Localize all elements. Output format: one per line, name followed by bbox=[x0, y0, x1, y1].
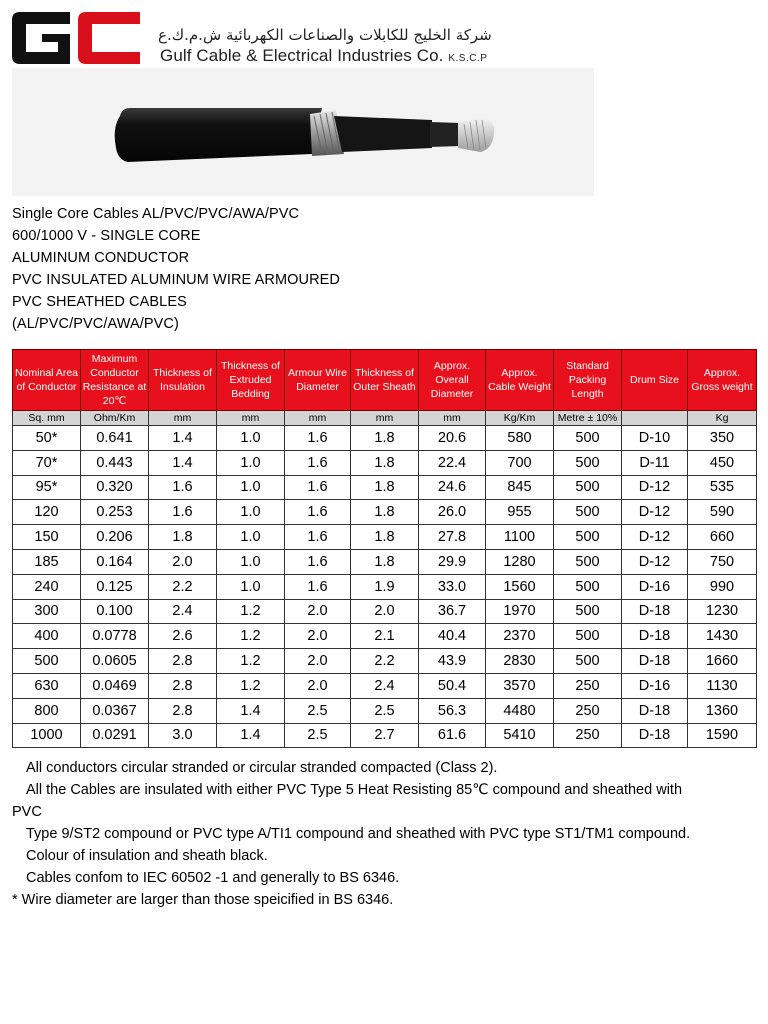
table-cell: 1.4 bbox=[149, 450, 217, 475]
logo-c-letter bbox=[78, 12, 140, 64]
aluminum-conductor bbox=[458, 118, 494, 152]
table-cell: D-12 bbox=[622, 525, 688, 550]
table-cell: 2.5 bbox=[351, 698, 419, 723]
table-cell: 250 bbox=[554, 698, 622, 723]
table-cell: 1.6 bbox=[285, 549, 351, 574]
table-cell: 400 bbox=[13, 624, 81, 649]
table-cell: 2.0 bbox=[285, 599, 351, 624]
table-cell: D-16 bbox=[622, 673, 688, 698]
table-cell: 2.4 bbox=[149, 599, 217, 624]
table-cell: 1.6 bbox=[285, 525, 351, 550]
table-cell: 0.0291 bbox=[81, 723, 149, 748]
table-cell: 845 bbox=[486, 475, 554, 500]
table-cell: 2.7 bbox=[351, 723, 419, 748]
table-cell: 2.0 bbox=[351, 599, 419, 624]
table-cell: D-12 bbox=[622, 549, 688, 574]
table-cell: 1.6 bbox=[285, 574, 351, 599]
column-header: Thickness of Extruded Bedding bbox=[217, 350, 285, 411]
note-line: All the Cables are insulated with either PVC Type 5 Heat Resisting 85℃ compound and sheathed with bbox=[26, 782, 683, 798]
table-cell: 1.2 bbox=[217, 673, 285, 698]
table-cell: 0.443 bbox=[81, 450, 149, 475]
table-cell: 2830 bbox=[486, 649, 554, 674]
table-cell: 2.8 bbox=[149, 673, 217, 698]
table-cell: D-18 bbox=[622, 723, 688, 748]
table-cell: 1.8 bbox=[149, 525, 217, 550]
table-cell: 0.206 bbox=[81, 525, 149, 550]
table-cell: 50* bbox=[13, 426, 81, 451]
table-cell: D-18 bbox=[622, 698, 688, 723]
column-header: Approx. Overall Diameter bbox=[419, 350, 486, 411]
table-cell: 1.2 bbox=[217, 624, 285, 649]
description-line: 600/1000 V - SINGLE CORE bbox=[12, 228, 201, 244]
unit-cell: Sq. mm bbox=[13, 411, 81, 426]
column-header: Maximum Conductor Resistance at 20℃ bbox=[81, 350, 149, 411]
table-cell: 1.4 bbox=[149, 426, 217, 451]
column-header: Armour Wire Diameter bbox=[285, 350, 351, 411]
table-row bbox=[13, 599, 757, 624]
column-header: Approx. Gross weight bbox=[688, 350, 757, 411]
company-name-english-main: Gulf Cable & Electrical Industries Co. bbox=[160, 46, 444, 65]
table-cell: D-10 bbox=[622, 426, 688, 451]
table-cell: 1100 bbox=[486, 525, 554, 550]
specification-table bbox=[12, 349, 757, 748]
table-cell: 1.6 bbox=[149, 475, 217, 500]
table-cell: 2.8 bbox=[149, 649, 217, 674]
note-line: Colour of insulation and sheath black. bbox=[26, 848, 268, 864]
bedding-layer bbox=[334, 116, 432, 152]
table-cell: 630 bbox=[13, 673, 81, 698]
table-cell: 1.6 bbox=[149, 500, 217, 525]
company-suffix: K.S.C.P bbox=[448, 53, 488, 64]
table-row bbox=[13, 426, 757, 451]
table-cell: 2370 bbox=[486, 624, 554, 649]
table-cell: 2.0 bbox=[285, 624, 351, 649]
table-body bbox=[13, 426, 757, 748]
unit-cell: Metre ± 10% bbox=[554, 411, 622, 426]
table-row bbox=[13, 624, 757, 649]
unit-cell: Ohm/Km bbox=[81, 411, 149, 426]
column-header: Standard Packing Length bbox=[554, 350, 622, 411]
table-cell: 20.6 bbox=[419, 426, 486, 451]
table-cell: 700 bbox=[486, 450, 554, 475]
table-cell: 955 bbox=[486, 500, 554, 525]
table-cell: 2.6 bbox=[149, 624, 217, 649]
company-name-english bbox=[160, 46, 487, 66]
unit-cell: mm bbox=[217, 411, 285, 426]
description-line: ALUMINUM CONDUCTOR bbox=[12, 250, 190, 266]
description-line: PVC SHEATHED CABLES bbox=[12, 294, 187, 310]
table-cell: 1.0 bbox=[217, 549, 285, 574]
table-cell: 1130 bbox=[688, 673, 757, 698]
unit-cell: mm bbox=[419, 411, 486, 426]
table-row bbox=[13, 475, 757, 500]
table-cell: 500 bbox=[554, 649, 622, 674]
column-header: Drum Size bbox=[622, 350, 688, 411]
table-cell: 500 bbox=[554, 475, 622, 500]
table-cell: 70* bbox=[13, 450, 81, 475]
insulation-layer bbox=[430, 122, 460, 147]
table-cell: 1360 bbox=[688, 698, 757, 723]
table-cell: 1.6 bbox=[285, 475, 351, 500]
table-cell: 500 bbox=[554, 500, 622, 525]
company-logo bbox=[12, 12, 142, 64]
table-cell: 0.0469 bbox=[81, 673, 149, 698]
table-cell: 500 bbox=[554, 525, 622, 550]
table-cell: 0.641 bbox=[81, 426, 149, 451]
table-row bbox=[13, 549, 757, 574]
table-row bbox=[13, 649, 757, 674]
table-cell: 350 bbox=[688, 426, 757, 451]
table-cell: 0.253 bbox=[81, 500, 149, 525]
note-line: * Wire diameter are larger than those speicified in BS 6346. bbox=[12, 892, 394, 908]
table-cell: 120 bbox=[13, 500, 81, 525]
table-row bbox=[13, 723, 757, 748]
table-cell: 500 bbox=[554, 574, 622, 599]
table-cell: 0.0367 bbox=[81, 698, 149, 723]
table-row bbox=[13, 500, 757, 525]
table-cell: 1.8 bbox=[351, 450, 419, 475]
table-cell: 2.5 bbox=[285, 723, 351, 748]
table-cell: 500 bbox=[554, 549, 622, 574]
table-cell: 2.0 bbox=[285, 649, 351, 674]
table-cell: 1.8 bbox=[351, 500, 419, 525]
unit-cell: mm bbox=[285, 411, 351, 426]
table-cell: 1.8 bbox=[351, 475, 419, 500]
table-cell: 1280 bbox=[486, 549, 554, 574]
note-line: PVC bbox=[12, 804, 42, 820]
unit-cell: Kg bbox=[688, 411, 757, 426]
cable-illustration bbox=[12, 68, 594, 196]
table-cell: 95* bbox=[13, 475, 81, 500]
unit-cell: mm bbox=[149, 411, 217, 426]
table-cell: 1.0 bbox=[217, 475, 285, 500]
table-row bbox=[13, 673, 757, 698]
table-cell: D-18 bbox=[622, 649, 688, 674]
table-cell: 3570 bbox=[486, 673, 554, 698]
table-cell: 1.6 bbox=[285, 426, 351, 451]
table-cell: D-12 bbox=[622, 475, 688, 500]
table-cell: 1.0 bbox=[217, 525, 285, 550]
table-cell: 500 bbox=[554, 426, 622, 451]
table-cell: 1.8 bbox=[351, 525, 419, 550]
cable-product-photo bbox=[12, 68, 594, 196]
table-cell: D-11 bbox=[622, 450, 688, 475]
table-cell: 26.0 bbox=[419, 500, 486, 525]
note-line: Cables confom to IEC 60502 -1 and generally to BS 6346. bbox=[26, 870, 400, 886]
table-cell: 3.0 bbox=[149, 723, 217, 748]
table-cell: 1590 bbox=[688, 723, 757, 748]
table-cell: 1.4 bbox=[217, 698, 285, 723]
table-cell: 2.0 bbox=[149, 549, 217, 574]
description-line: PVC INSULATED ALUMINUM WIRE ARMOURED bbox=[12, 272, 341, 288]
table-cell: 250 bbox=[554, 723, 622, 748]
table-cell: 1.4 bbox=[217, 723, 285, 748]
table-cell: D-12 bbox=[622, 500, 688, 525]
table-cell: 450 bbox=[688, 450, 757, 475]
table-cell: 1560 bbox=[486, 574, 554, 599]
table-unit-row bbox=[13, 411, 757, 426]
table-cell: 535 bbox=[688, 475, 757, 500]
table-cell: 40.4 bbox=[419, 624, 486, 649]
table-cell: 2.5 bbox=[285, 698, 351, 723]
table-cell: 500 bbox=[554, 624, 622, 649]
column-header: Thickness of Outer Sheath bbox=[351, 350, 419, 411]
table-cell: 1660 bbox=[688, 649, 757, 674]
note-line: Type 9/ST2 compound or PVC type A/TI1 compound and sheathed with PVC type ST1/TM1 compound. bbox=[26, 826, 691, 842]
table-cell: 1.6 bbox=[285, 500, 351, 525]
table-cell: 4480 bbox=[486, 698, 554, 723]
table-cell: 500 bbox=[13, 649, 81, 674]
table-cell: 0.0778 bbox=[81, 624, 149, 649]
table-cell: 2.8 bbox=[149, 698, 217, 723]
table-row bbox=[13, 525, 757, 550]
table-cell: 22.4 bbox=[419, 450, 486, 475]
unit-cell: mm bbox=[351, 411, 419, 426]
table-cell: 2.2 bbox=[149, 574, 217, 599]
table-cell: 1.0 bbox=[217, 450, 285, 475]
description-line: Single Core Cables AL/PVC/PVC/AWA/PVC bbox=[12, 206, 300, 222]
table-row bbox=[13, 574, 757, 599]
table-cell: 2.4 bbox=[351, 673, 419, 698]
table-cell: 1230 bbox=[688, 599, 757, 624]
table-cell: 43.9 bbox=[419, 649, 486, 674]
table-cell: 1.0 bbox=[217, 426, 285, 451]
column-header: Approx. Cable Weight bbox=[486, 350, 554, 411]
table-cell: 750 bbox=[688, 549, 757, 574]
table-row bbox=[13, 450, 757, 475]
table-cell: 2.0 bbox=[285, 673, 351, 698]
table-row bbox=[13, 698, 757, 723]
table-header-row bbox=[13, 350, 757, 411]
table-cell: 1.2 bbox=[217, 599, 285, 624]
table-cell: D-18 bbox=[622, 624, 688, 649]
table-cell: D-18 bbox=[622, 599, 688, 624]
table-cell: 5410 bbox=[486, 723, 554, 748]
table-cell: 300 bbox=[13, 599, 81, 624]
table-cell: 800 bbox=[13, 698, 81, 723]
description-line: (AL/PVC/PVC/AWA/PVC) bbox=[12, 316, 179, 332]
table-cell: 56.3 bbox=[419, 698, 486, 723]
table-cell: 2.2 bbox=[351, 649, 419, 674]
table-cell: 1.2 bbox=[217, 649, 285, 674]
table-cell: 500 bbox=[554, 450, 622, 475]
outer-sheath bbox=[115, 108, 322, 162]
table-cell: 2.1 bbox=[351, 624, 419, 649]
table-cell: 27.8 bbox=[419, 525, 486, 550]
column-header: Nominal Area of Conductor bbox=[13, 350, 81, 411]
product-description bbox=[12, 203, 340, 335]
table-cell: 580 bbox=[486, 426, 554, 451]
table-cell: 660 bbox=[688, 525, 757, 550]
notes-section bbox=[12, 757, 756, 911]
column-header: Thickness of Insulation bbox=[149, 350, 217, 411]
company-name-arabic: شركة الخليج للكابلات والصناعات الكهربائية ش.م.ك.ع bbox=[158, 26, 492, 44]
table-cell: 590 bbox=[688, 500, 757, 525]
table-cell: 0.125 bbox=[81, 574, 149, 599]
table-cell: 500 bbox=[554, 599, 622, 624]
table-cell: 1.6 bbox=[285, 450, 351, 475]
table-cell: 1.8 bbox=[351, 426, 419, 451]
table-cell: 1430 bbox=[688, 624, 757, 649]
note-line: All conductors circular stranded or circular stranded compacted (Class 2). bbox=[26, 760, 498, 776]
table-cell: 1.9 bbox=[351, 574, 419, 599]
table-cell: 250 bbox=[554, 673, 622, 698]
table-cell: 240 bbox=[13, 574, 81, 599]
table-cell: 185 bbox=[13, 549, 81, 574]
table-cell: 150 bbox=[13, 525, 81, 550]
table-cell: 990 bbox=[688, 574, 757, 599]
logo-g-letter bbox=[12, 12, 70, 64]
table-cell: 1.8 bbox=[351, 549, 419, 574]
table-cell: 0.320 bbox=[81, 475, 149, 500]
table-cell: 50.4 bbox=[419, 673, 486, 698]
unit-cell bbox=[622, 411, 688, 426]
table-cell: 1.0 bbox=[217, 500, 285, 525]
table-cell: 0.0605 bbox=[81, 649, 149, 674]
table-cell: 1970 bbox=[486, 599, 554, 624]
table-cell: 33.0 bbox=[419, 574, 486, 599]
table-cell: 24.6 bbox=[419, 475, 486, 500]
table-cell: 1.0 bbox=[217, 574, 285, 599]
table-cell: 1000 bbox=[13, 723, 81, 748]
table-cell: 36.7 bbox=[419, 599, 486, 624]
table-cell: 0.100 bbox=[81, 599, 149, 624]
unit-cell: Kg/Km bbox=[486, 411, 554, 426]
table-cell: 61.6 bbox=[419, 723, 486, 748]
table-cell: 29.9 bbox=[419, 549, 486, 574]
table-cell: D-16 bbox=[622, 574, 688, 599]
table-cell: 0.164 bbox=[81, 549, 149, 574]
